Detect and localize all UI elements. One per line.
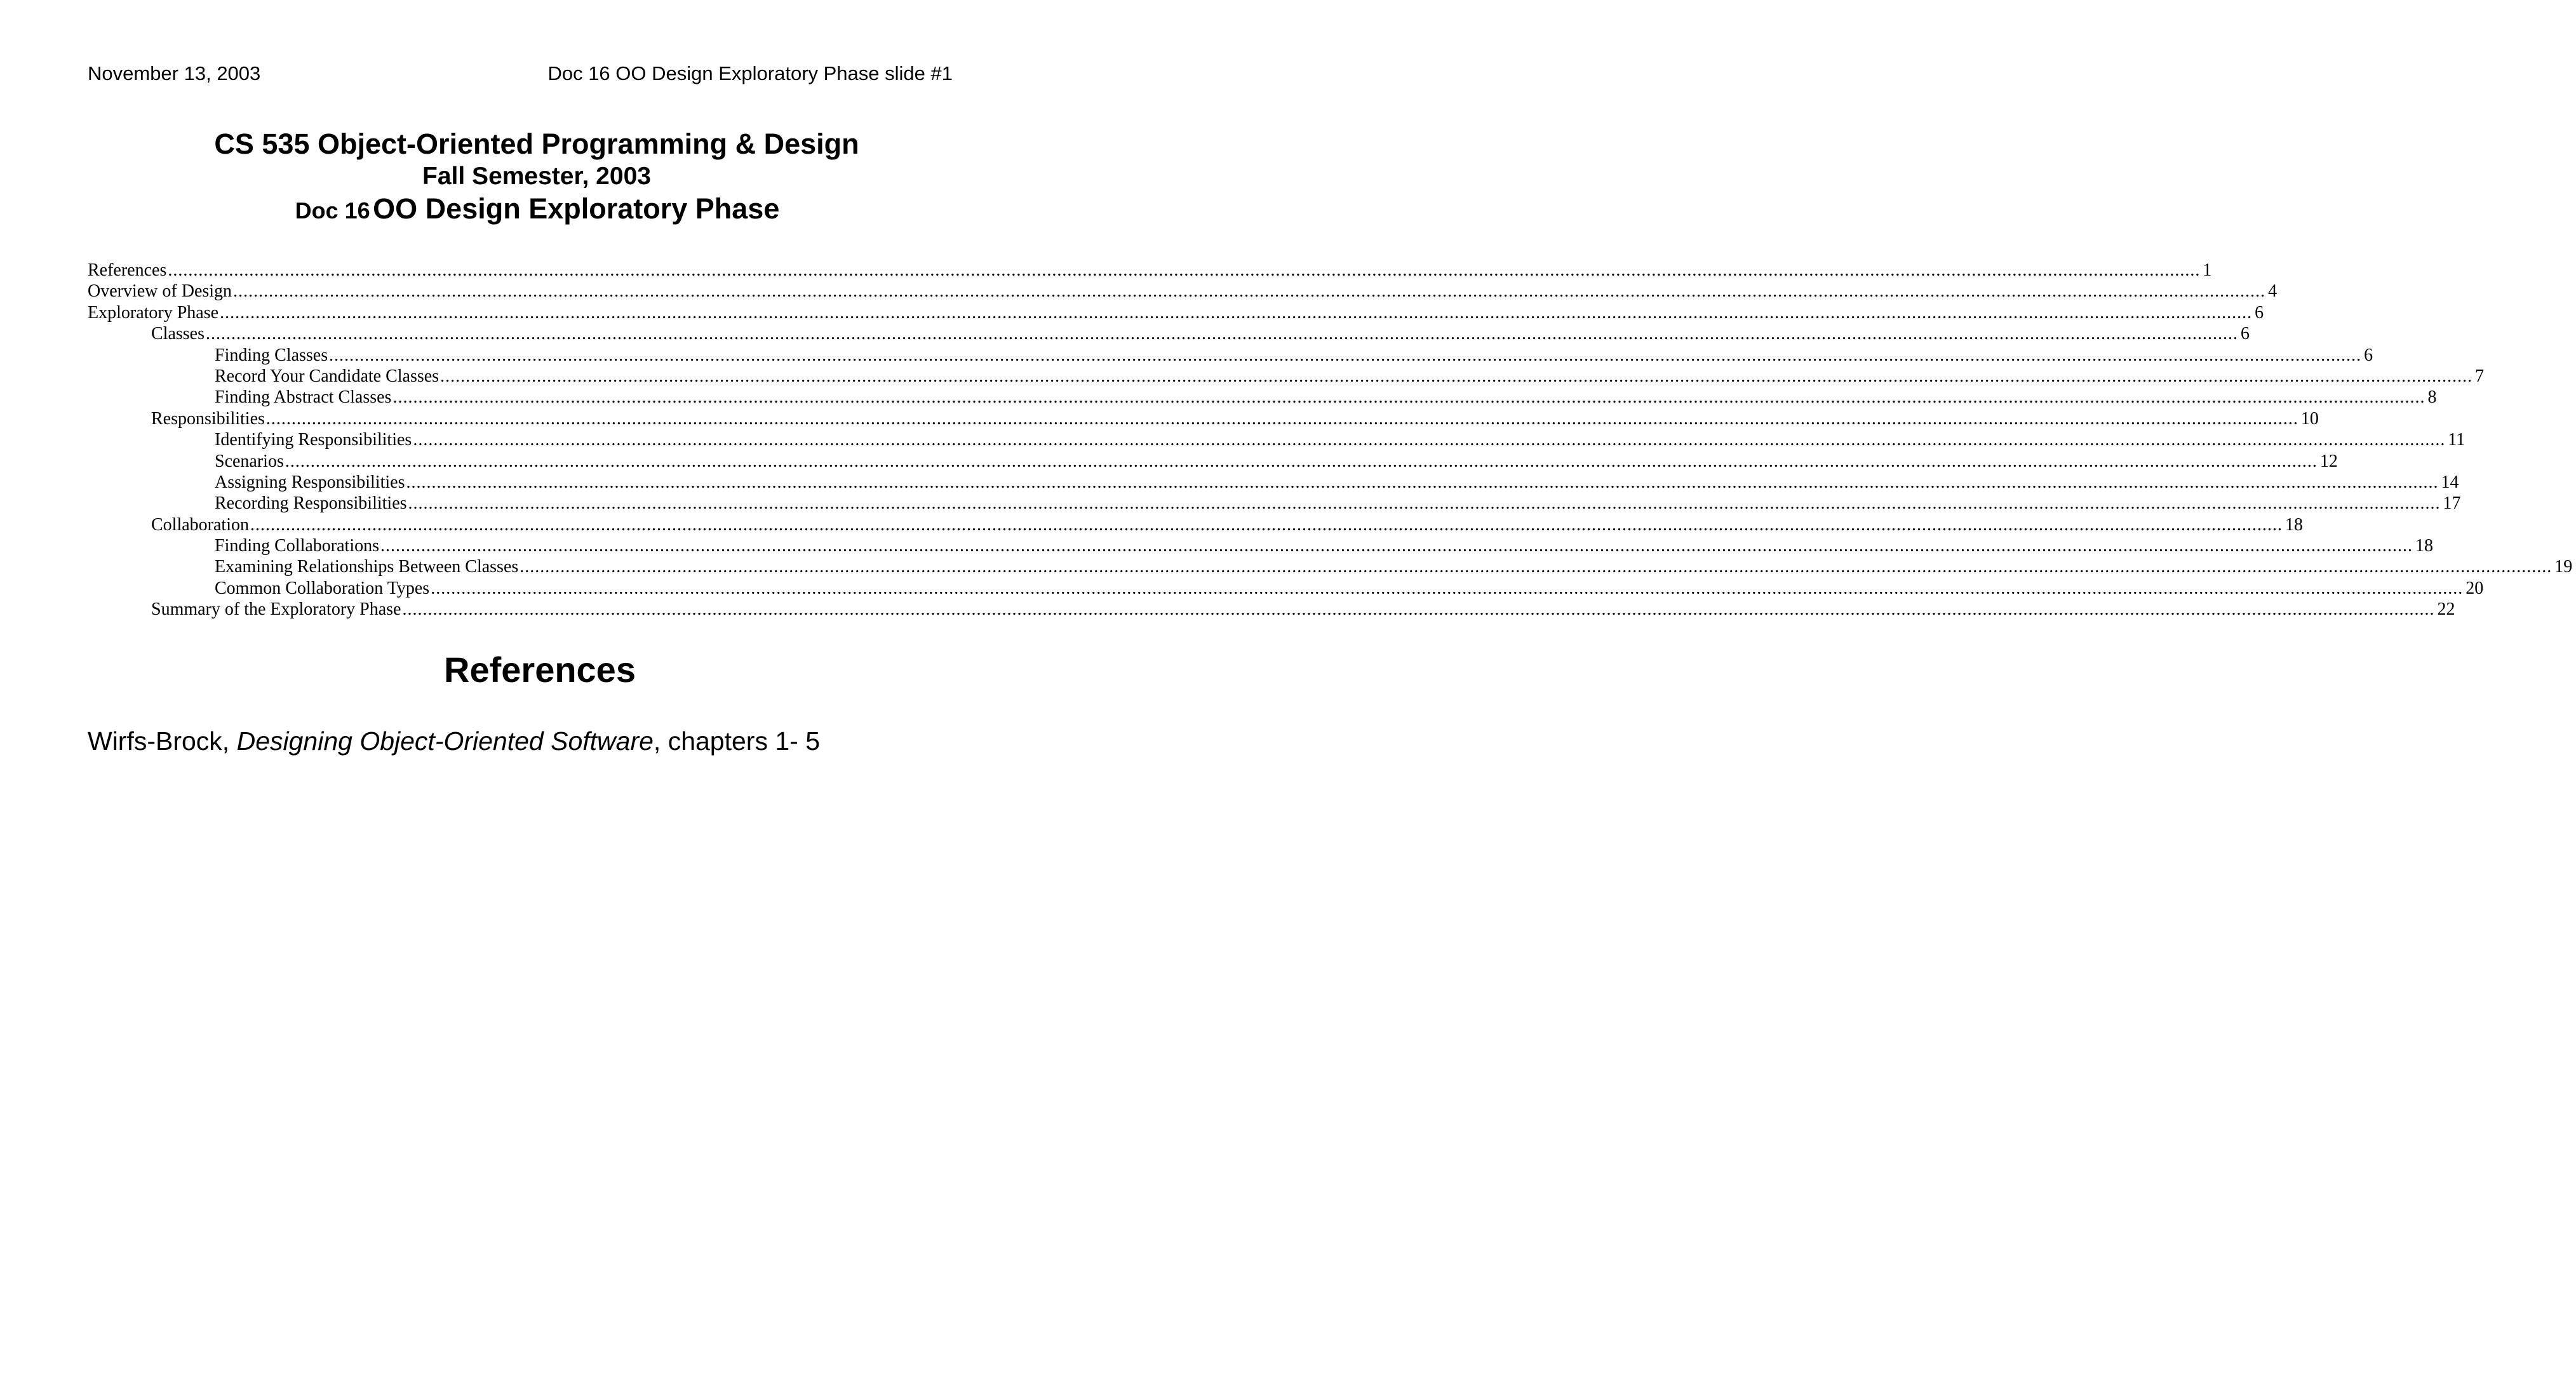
toc-dot-leader: ................................................................................................................................................................................................................................................................................................................................................................................................................	[250, 514, 2283, 535]
toc-entry-label: Identifying Responsibilities	[215, 430, 412, 450]
toc-entry-label: Finding Classes	[215, 345, 328, 365]
toc-entry[interactable]	[88, 451, 2338, 472]
toc-dot-leader: ................................................................................................................................................................................................................................................................................................................................................................................................................	[402, 599, 2435, 620]
toc-entry-page: 6	[2255, 302, 2264, 323]
toc-entry-page: 12	[2319, 451, 2338, 471]
header-date: November 13, 2003	[88, 62, 261, 84]
toc-entry-label: Exploratory Phase	[88, 302, 219, 323]
toc-entry-page: 17	[2443, 493, 2461, 514]
toc-entry[interactable]	[88, 281, 2277, 302]
toc-entry[interactable]	[88, 387, 2437, 408]
toc-entry-label: Assigning Responsibilities	[215, 472, 405, 492]
table-of-contents	[88, 260, 2573, 620]
toc-dot-leader: ................................................................................................................................................................................................................................................................................................................................................................................................................	[206, 324, 2238, 344]
toc-entry-label: Recording Responsibilities	[215, 493, 407, 514]
reference-entry	[88, 725, 820, 757]
toc-entry-page: 10	[2300, 408, 2319, 429]
toc-entry[interactable]	[88, 535, 2433, 556]
toc-dot-leader: ................................................................................................................................................................................................................................................................................................................................................................................................................	[431, 578, 2464, 598]
toc-entry-label: Record Your Candidate Classes	[215, 366, 439, 386]
reference-author: Wirfs-Brock,	[88, 726, 237, 756]
toc-dot-leader: ................................................................................................................................................................................................................................................................................................................................................................................................................	[413, 430, 2446, 450]
semester-title: Fall Semester, 2003	[422, 163, 651, 190]
toc-entry-label: Collaboration	[151, 514, 249, 535]
toc-dot-leader: ................................................................................................................................................................................................................................................................................................................................................................................................................	[408, 493, 2441, 514]
toc-entry-label: Examining Relationships Between Classes	[215, 557, 519, 577]
toc-entry-page: 6	[2241, 324, 2250, 344]
toc-entry-page: 18	[2415, 536, 2433, 556]
toc-entry[interactable]	[88, 323, 2250, 344]
toc-entry-label: Classes	[151, 324, 205, 344]
toc-entry[interactable]	[88, 345, 2373, 366]
toc-dot-leader: ................................................................................................................................................................................................................................................................................................................................................................................................................	[520, 557, 2553, 577]
reference-suffix: , chapters 1- 5	[653, 726, 820, 756]
toc-entry-page: 20	[2465, 578, 2484, 598]
toc-entry-label: Finding Collaborations	[215, 536, 379, 556]
toc-entry-label: Overview of Design	[88, 281, 232, 302]
doc-name: OO Design Exploratory Phase	[373, 192, 780, 225]
course-title: CS 535 Object-Oriented Programming & Design	[214, 128, 859, 160]
toc-entry-page: 1	[2203, 260, 2212, 280]
toc-entry-label: Responsibilities	[151, 408, 265, 429]
toc-entry-label: Summary of the Exploratory Phase	[151, 599, 401, 620]
toc-entry-page: 11	[2448, 430, 2465, 450]
toc-entry[interactable]	[88, 472, 2459, 493]
toc-dot-leader: ................................................................................................................................................................................................................................................................................................................................................................................................................	[392, 387, 2425, 408]
references-heading: References	[444, 650, 636, 690]
toc-dot-leader: ................................................................................................................................................................................................................................................................................................................................................................................................................	[380, 536, 2413, 556]
toc-entry-label: Finding Abstract Classes	[215, 387, 392, 408]
toc-entry[interactable]	[88, 302, 2264, 323]
toc-dot-leader: ................................................................................................................................................................................................................................................................................................................................................................................................................	[406, 472, 2439, 492]
toc-entry-page: 6	[2364, 345, 2373, 365]
toc-entry[interactable]	[88, 514, 2303, 535]
toc-entry[interactable]	[88, 429, 2465, 450]
toc-dot-leader: ................................................................................................................................................................................................................................................................................................................................................................................................................	[265, 408, 2298, 429]
reference-book-title: Designing Object-Oriented Software	[236, 726, 654, 756]
toc-entry[interactable]	[88, 556, 2573, 577]
toc-entry[interactable]	[88, 578, 2484, 599]
toc-entry-page: 14	[2441, 472, 2459, 492]
toc-dot-leader: ................................................................................................................................................................................................................................................................................................................................................................................................................	[329, 345, 2362, 365]
toc-dot-leader: ................................................................................................................................................................................................................................................................................................................................................................................................................	[168, 260, 2201, 280]
toc-entry[interactable]	[88, 599, 2455, 620]
toc-entry[interactable]	[88, 260, 2212, 281]
toc-entry[interactable]	[88, 408, 2319, 429]
toc-entry-label: References	[88, 260, 167, 280]
toc-entry-page: 7	[2475, 366, 2485, 386]
toc-dot-leader: ................................................................................................................................................................................................................................................................................................................................................................................................................	[440, 366, 2473, 386]
toc-entry-page: 4	[2268, 281, 2277, 302]
toc-entry-page: 19	[2554, 557, 2573, 577]
toc-entry[interactable]	[88, 366, 2485, 387]
toc-dot-leader: ................................................................................................................................................................................................................................................................................................................................................................................................................	[220, 302, 2253, 323]
toc-entry-label: Common Collaboration Types	[215, 578, 430, 598]
toc-entry-label: Scenarios	[215, 451, 284, 471]
document-title-block	[0, 126, 1080, 234]
toc-dot-leader: ................................................................................................................................................................................................................................................................................................................................................................................................................	[285, 451, 2318, 471]
toc-entry-page: 22	[2437, 599, 2455, 620]
header-slide-label: Doc 16 OO Design Exploratory Phase slide #1	[547, 62, 953, 84]
toc-entry-page: 8	[2427, 387, 2437, 408]
toc-entry[interactable]	[88, 493, 2461, 514]
document-title	[0, 190, 1080, 234]
toc-entry-page: 18	[2284, 514, 2303, 535]
toc-dot-leader: ................................................................................................................................................................................................................................................................................................................................................................................................................	[233, 281, 2266, 302]
doc-number: Doc 16	[295, 197, 370, 224]
